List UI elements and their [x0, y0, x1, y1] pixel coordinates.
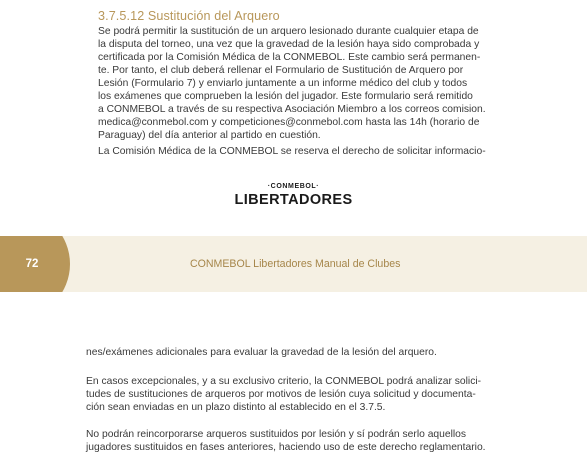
body-text-line: a CONMEBOL a través de su respectiva Asociación Miembro a los correos comision. [98, 104, 486, 115]
body-text-line: No podrán reincorporarse arqueros sustituidos por lesión y sí podrán serlo aquellos [86, 429, 467, 440]
page-number: 72 [25, 258, 39, 270]
footer-title: CONMEBOL Libertadores Manual de Clubes [190, 258, 401, 270]
body-text-line: certificada por la Comisión Médica de la CONMEBOL. Este cambio será permanen- [98, 52, 481, 63]
section-title: 3.7.5.12 Sustitución del Arquero [98, 9, 280, 23]
page-footer [0, 236, 587, 292]
body-text-line: Lesión (Formulario 7) y enviarlo juntamente a un informe médico del club y todos [98, 78, 468, 89]
body-text-line: la disputa del torneo, una vez que la gravedad de la lesión haya sido comprobada y [98, 39, 480, 50]
body-text-line: ción sean enviadas en un plazo distinto al establecido en el 3.7.5. [86, 402, 386, 413]
conmebol-logo-small-text: ·CONMEBOL· [267, 183, 320, 190]
body-text-line: Paraguay) del día anterior al partido en cuestión. [98, 130, 321, 141]
body-text-line: los exámenes que comprueben la lesión del jugador. Este formulario será remitido [98, 91, 473, 102]
body-text-line: tudes de sustituciones de arqueros por motivos de lesión cuya solicitud y documenta- [86, 389, 476, 400]
body-text-line: jugadores sustituidos en fases anteriores, haciendo uso de este derecho reglamentario. [86, 442, 486, 453]
body-text-line: En casos excepcionales, y a su exclusivo criterio, la CONMEBOL podrá analizar solici- [86, 376, 482, 387]
body-text-line: La Comisión Médica de la CONMEBOL se reserva el derecho de solicitar informacio- [98, 146, 486, 157]
body-text-line: Se podrá permitir la sustitución de un arquero lesionado durante cualquier etapa de [98, 26, 479, 37]
body-text-line: te. Por tanto, el club deberá rellenar el Formulario de Sustitución de Arquero por [98, 65, 464, 76]
body-text-line: nes/exámenes adicionales para evaluar la gravedad de la lesión del arquero. [86, 347, 437, 358]
body-text-line: medica@conmebol.com y competiciones@conmebol.com hasta las 14h (horario de [98, 117, 480, 128]
libertadores-logo: LIBERTADORES [234, 192, 353, 208]
